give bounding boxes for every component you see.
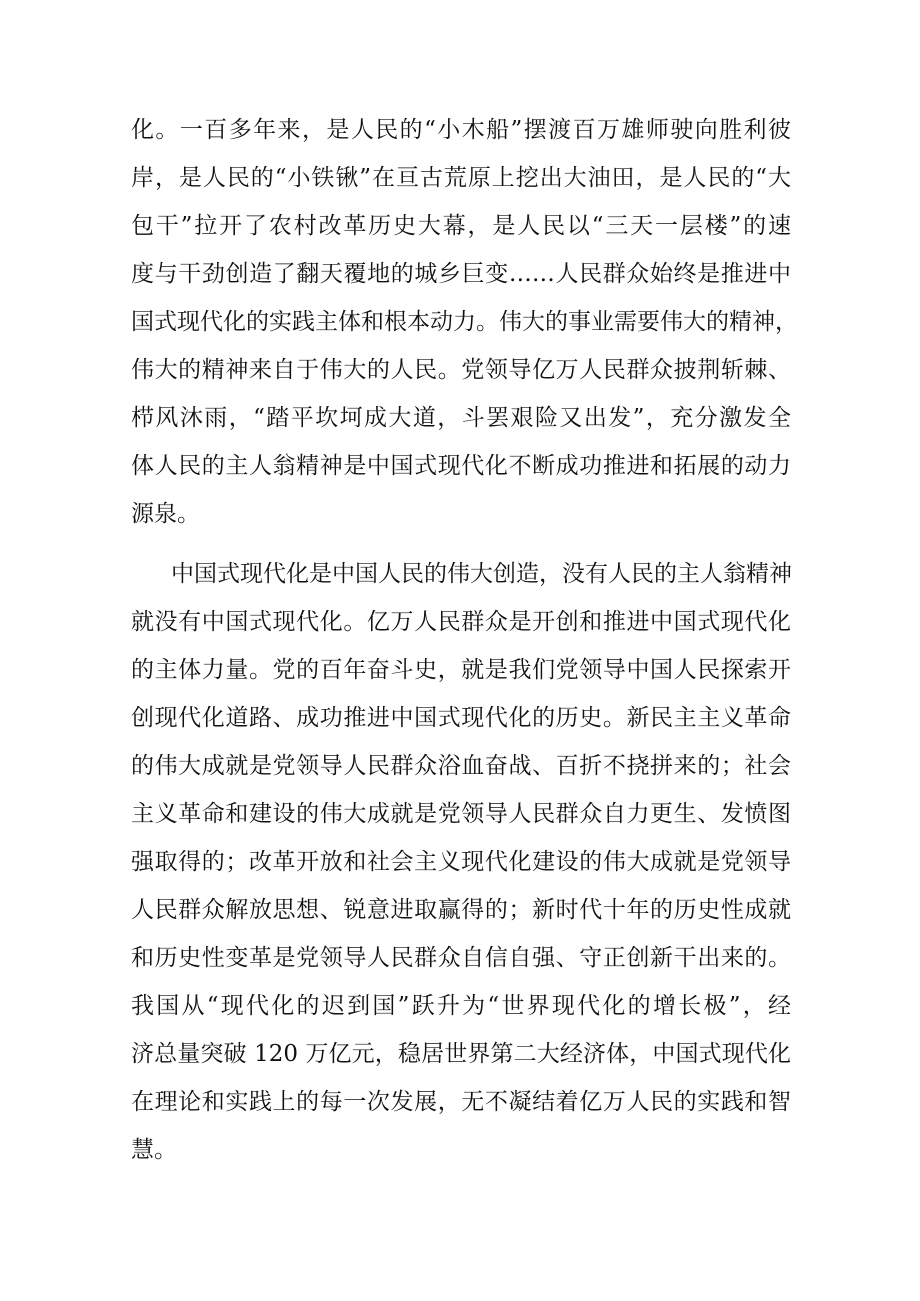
paragraph-2-line-7: 强取得的；改革开放和社会主义现代化建设的伟大成就是党领导 (131, 849, 791, 875)
paragraph-2-line-6: 主义革命和建设的伟大成就是党领导人民群众自力更生、发愤图 (131, 801, 791, 827)
paragraph-1-line-5: 国式现代化的实践主体和根本动力。伟大的事业需要伟大的精神， (131, 309, 798, 335)
paragraph-2-line-8: 人民群众解放思想、锐意进取赢得的；新时代十年的历史性成就 (131, 897, 791, 923)
paragraph-2-line-12: 在理论和实践上的每一次发展，无不凝结着亿万人民的实践和智 (131, 1089, 791, 1115)
paragraph-1-line-1: 化。一百多年来，是人民的“小木船”摆渡百万雄师驶向胜利彼 (131, 117, 791, 143)
paragraph-2-line-2: 就没有中国式现代化。亿万人民群众是开创和推进中国式现代化 (131, 609, 791, 635)
paragraph-2-line-3: 的主体力量。党的百年奋斗史，就是我们党领导中国人民探索开 (131, 657, 791, 683)
paragraph-2-line-9: 和历史性变革是党领导人民群众自信自强、守正创新干出来的。 (131, 945, 791, 971)
paragraph-1-line-8: 体人民的主人翁精神是中国式现代化不断成功推进和拓展的动力 (131, 453, 791, 479)
paragraph-2-line-5: 的伟大成就是党领导人民群众浴血奋战、百折不挠拼来的；社会 (131, 753, 791, 779)
paragraph-1-line-9: 源泉。 (131, 501, 200, 527)
paragraph-1-line-2: 岸，是人民的“小铁锹”在亘古荒原上挖出大油田，是人民的“大 (131, 165, 791, 191)
paragraph-1-line-4: 度与干劲创造了翻天覆地的城乡巨变……人民群众始终是推进中 (131, 261, 791, 287)
paragraph-2-line-1: 中国式现代化是中国人民的伟大创造，没有人民的主人翁精神 (171, 561, 792, 587)
paragraph-1-line-3: 包干”拉开了农村改革历史大幕，是人民以“三天一层楼”的速 (131, 213, 791, 239)
paragraph-2-line-4: 创现代化道路、成功推进中国式现代化的历史。新民主主义革命 (131, 705, 791, 731)
paragraph-1-line-7: 栉风沐雨，“踏平坎坷成大道，斗罢艰险又出发”，充分激发全 (131, 405, 791, 431)
paragraph-2-line-13: 慧。 (131, 1137, 177, 1163)
paragraph-2-line-10: 我国从“现代化的迟到国”跃升为“世界现代化的增长极”，经 (131, 993, 791, 1019)
paragraph-1-line-6: 伟大的精神来自于伟大的人民。党领导亿万人民群众披荆斩棘、 (131, 357, 791, 383)
paragraph-2-line-11: 济总量突破 120 万亿元，稳居世界第二大经济体，中国式现代化 (131, 1041, 791, 1067)
